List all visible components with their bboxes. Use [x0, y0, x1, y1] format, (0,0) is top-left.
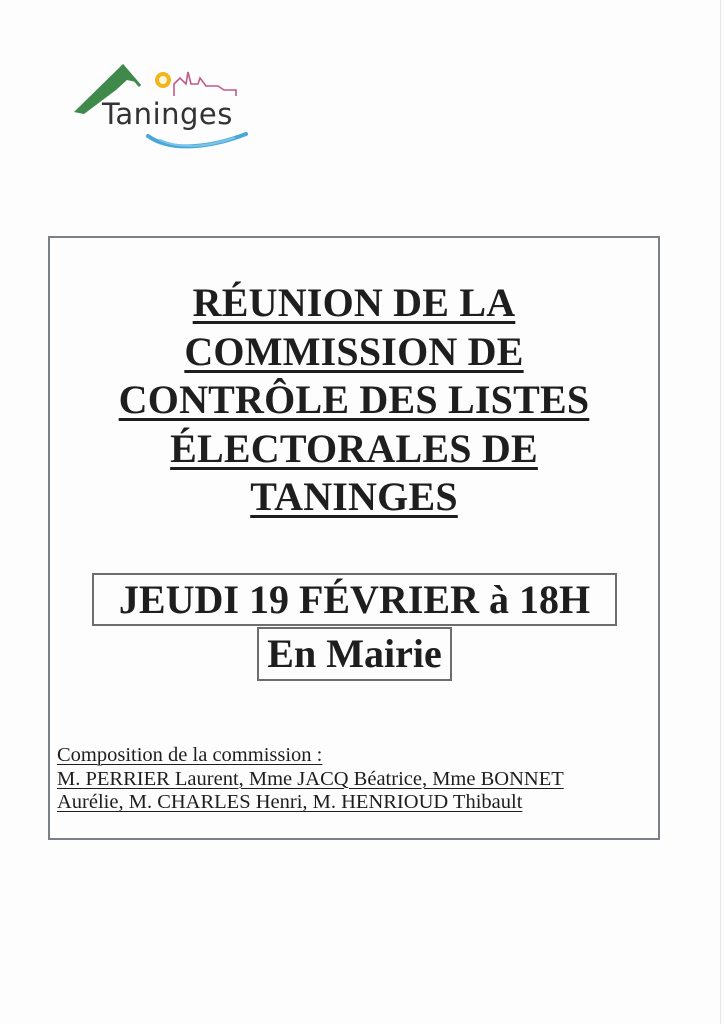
meeting-place: En Mairie	[257, 627, 452, 681]
commission-composition	[57, 744, 657, 815]
meeting-date-time: JEUDI 19 FÉVRIER à 18H	[92, 573, 617, 626]
page-edge	[720, 0, 721, 1024]
notice-frame	[48, 236, 660, 840]
title-line: COMMISSION DE	[184, 328, 524, 374]
composition-line: Aurélie, M. CHARLES Henri, M. HENRIOUD Thibault	[57, 791, 523, 813]
logo-wordmark: Taninges	[102, 97, 233, 131]
notice-title	[50, 279, 658, 522]
title-line: ÉLECTORALES DE	[170, 425, 538, 471]
composition-line: M. PERRIER Laurent, Mme JACQ Béatrice, Mme BONNET	[57, 767, 564, 790]
taninges-logo	[70, 60, 250, 155]
title-line: CONTRÔLE DES LISTES	[118, 377, 590, 422]
composition-line: Composition de la commission :	[57, 744, 323, 766]
title-line: TANINGES	[250, 474, 458, 519]
title-line: RÉUNION DE LA	[192, 280, 516, 325]
